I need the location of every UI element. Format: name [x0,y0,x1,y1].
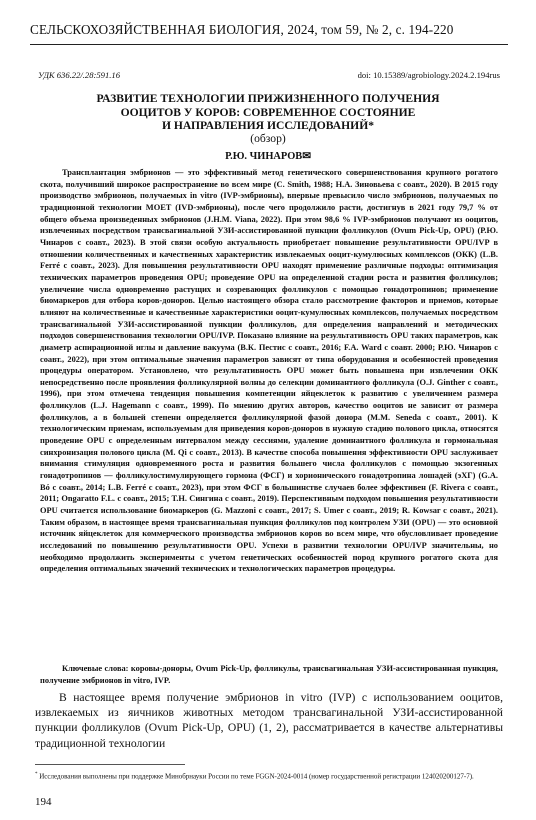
footnote-mark: * [35,772,38,777]
header-divider [30,44,508,45]
doi: doi: 10.15389/agrobiology.2024.2.194rus [357,70,500,80]
footnote [35,770,505,781]
title-line: И НАПРАВЛЕНИЯ ИССЛЕДОВАНИЙ* [161,119,375,133]
author-name: Р.Ю. ЧИНАРОВ✉ [225,151,311,162]
article-subtitle: (обзор) [250,132,286,145]
journal-header: СЕЛЬСКОХОЗЯЙСТВЕННАЯ БИОЛОГИЯ, 2024, том 59, № 2, с. 194-220 [30,22,454,37]
keywords: Ключевые слова: коровы-доноры, Ovum Pick-Up, фолликулы, трансвагинальная УЗИ-ассистированная пункция, получение эмбрионов in vitro, IVP. [40,664,498,685]
footnote-divider [35,764,185,765]
udc-code: УДК 636.22/.28:591.16 [38,70,121,80]
abstract: Трансплантация эмбрионов — это эффективный метод генетического совершенствования крупного рогатого скота, получивший широкое распространение во всем мире (C. Smith, 1988; Н.А. Зиновьева с соавт., 2020). В 2015 году производство эмбрионов, получаемых in vitro (IVP-эмбрионы), впервые превысило число эмбрионов, получаемых по традиционной технологии MOET (IVD-эмбрионы), после чего продолжило расти, достигнув в 2021 году 79,7 % от общего объема произведенных эмбрионов (J.H.M. Viana, 2022). При этом 98,6 % IVP-эмбрионов получают из ооцитов, извлеченных посредством трансвагинальной УЗИ-ассистированной пункции фолликулов (Ovum Pick-Up, OPU) (Р.Ю. Чинаров с соавт., 2023). В этой связи особую актуальность приобретает повышение результативности OPU/IVP в отношении количественных и качественных характеристик извлекаемых ооцит-кумулюсных комплексов (ОКК) (L.B. Ferré с соавт., 2023). Для повышения результативности OPU находят применение различные подходы: оптимизация технических параметров проведения OPU; проведение OPU на определенной стадии роста и развития фолликулов; увеличение числа одновременно растущих и созревающих фолликулов с помощью гонадотропинов; применение биомаркеров для отбора коров-доноров. Целью настоящего обзора стало рассмотрение факторов и приемов, которые влияют на количественные и качественные характеристики ооцит-кумулюсных комплексов, получаемых посредством трансвагинальной УЗИ-ассистированной пункции фолликулов, для определения направлений и методических подходов совершенствования технологии OPU/IVP. Показано влияние на результативность OPU таких параметров, как диаметр аспирационной иглы и давление вакуума (В.К. Пестис с соавт., 2016; F.A. Ward с соавт. 2000; Р.Ю. Чинаров с соавт., 2022), при этом оптимальные значения параметров зависят от типа оборудования и особенностей проведения процедуры оператором. Установлено, что результативность OPU может быть повышена при извлечении ОКК непосредственно после проявления фолликулярной волны до селекции доминантного фолликула (O.J. Ginther с соавт., 1996), при этом отмечена тенденция повышения компетенции яйцеклеток к развитию с увеличением размера фолликулов (L.J. Hagemann с соавт., 1999). По мнению других авторов, качество ооцитов не зависит от размера фолликулов, а в большей степени определяется фолликулярной фазой донора (M.M. Seneda с соавт., 2001). К технологическим приемам, используемым для приведения коров-доноров в нужную стадию полового цикла, относятся проведение OPU с определенным интервалом между сессиями, удаление доминантного фолликула и гормональная синхронизация полового цикла (M. Qi с соавт., 2013). В качестве способа повышения эффективности OPU заслуживает внимания стимуляция одновременного роста и развития большего числа фолликулов с помощью экзогенных гонадотропинов — фолликулостимулирующего гормона (ФСГ) и хорионического гонадотропина лошадей (эХГ) (G.A. Bó с соавт., 2014; L.B. Ferré с соавт., 2023), при этом ФСГ в большинстве случаев более эффективен (F. Rivera с соавт., 2011; Ongaratto F.L. с соавт., 2015; Т.Н. Сингина с соавт., 2019). Перспективным подходом повышения результативности OPU считается использование биомаркеров (G. Mazzoni с соавт., 2017; S. Umer с соавт., 2019; R. Kowsar с соавт., 2021). Таким образом, в настоящее время трансвагинальная пункция фолликулов под контролем УЗИ (OPU) — это основной источник яйцеклеток для коммерческого производства эмбрионов коров во всем мире, что обусловливает проведение исследований по повышению результативности OPU. Успехи в развитии технологии OPU/IVP значительны, но необходимо продолжить эксперименты с учетом генетических особенностей пород крупного рогатого скота для определения оптимальных значений технических и технологических параметров процедуры. [40,168,498,574]
title-line: РАЗВИТИЕ ТЕХНОЛОГИИ ПРИЖИЗНЕННОГО ПОЛУЧЕНИЯ [96,92,440,105]
body-paragraph: В настоящее время получение эмбрионов in vitro (IVP) с использованием ооцитов, извлекаемых из яичников животных методом трансвагинальной УЗИ-ассистированной пункции фолликулов (Ovum Pick-Up, OPU) (1, 2), рассматривается в качестве альтернативы традиционной технологии [35,691,503,750]
article-meta [38,70,500,80]
footnote-text: Исследования выполнены при поддержке Минобрнауки России по теме FGGN-2024-0014 (номер государственной регистрации 124020200127-7). [39,772,474,781]
article-title [40,92,496,133]
title-line: ООЦИТОВ У КОРОВ: СОВРЕМЕННОЕ СОСТОЯНИЕ [120,105,416,119]
page-number: 194 [35,796,52,808]
